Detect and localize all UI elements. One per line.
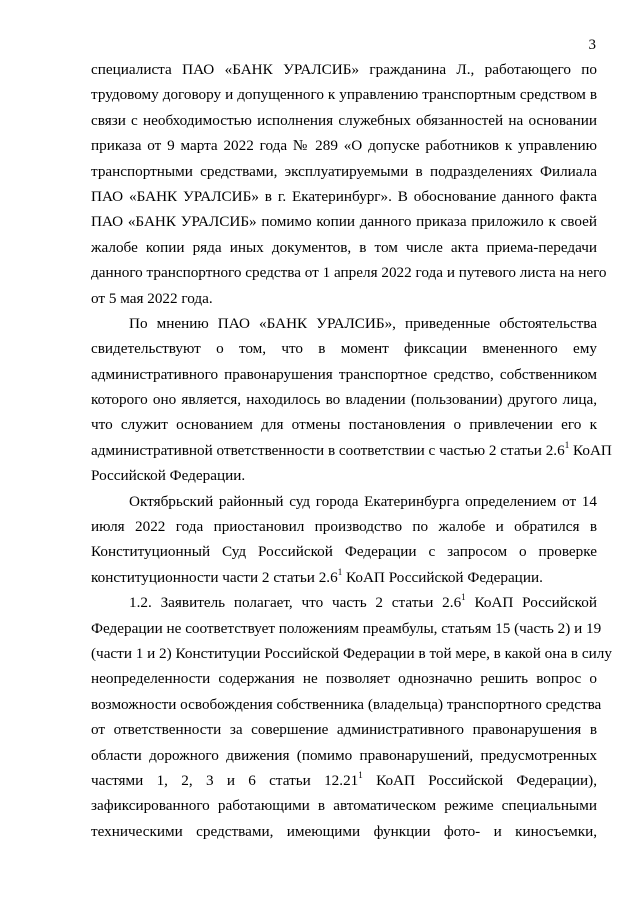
text-segment: КоАП Российской Федерации), <box>362 771 597 789</box>
paragraph-1 <box>91 57 607 311</box>
text-line: от ответственности за совершение административного правонарушения в <box>91 721 597 739</box>
text-line: возможности освобождения собственника (владельца) транспортного средства <box>91 695 602 713</box>
text-line: зафиксированного работающими в автоматическом режиме специальными <box>91 797 597 815</box>
text-segment: конституционности части 2 статьи 2.6 <box>91 568 338 586</box>
text-line: (части 1 и 2) Конституции Российской Федерации в той мере, в какой она в силу <box>91 644 612 662</box>
paragraph-4 <box>91 590 612 844</box>
text-line: транспортными средствами, эксплуатируемыми в подразделениях Филиала <box>91 162 597 180</box>
text-line: связи с необходимостью исполнения служебных обязанностей на основании <box>91 111 597 129</box>
text-line: приказа от 9 марта 2022 года № 289 «О допуске работников к управлению <box>91 137 597 155</box>
text-line: жалобе копии ряда иных документов, в том числе акта приема-передачи <box>91 238 597 256</box>
text-line: Российской Федерации. <box>91 467 246 485</box>
page-number: 3 <box>588 37 596 53</box>
text-line: административного правонарушения транспортное средство, собственником <box>91 365 597 383</box>
text-segment: частями 1, 2, 3 и 6 статьи 12.21 <box>91 771 359 789</box>
text-segment: 1.2. Заявитель полагает, что часть 2 статьи 2.6 <box>129 594 462 612</box>
paragraph-3 <box>91 489 597 591</box>
text-line: техническими средствами, имеющими функции фото- и киносъемки, <box>91 822 597 840</box>
text-line: специалиста ПАО «БАНК УРАЛСИБ» гражданина Л., работающего по <box>91 61 597 78</box>
text-segment: административной ответственности в соответствии с частью 2 статьи 2.6 <box>91 441 565 459</box>
text-segment: КоАП Российской Федерации. <box>342 568 543 586</box>
superscript: 1 <box>358 769 363 780</box>
text-line: данного транспортного средства от 1 апреля 2022 года и путевого листа на него <box>91 264 607 282</box>
text-line <box>91 768 597 793</box>
text-line: июля 2022 года приостановил производство по жалобе и обратился в <box>91 518 597 536</box>
text-line: что служит основанием для отмены постановления о привлечении его к <box>91 416 597 434</box>
text-line: ПАО «БАНК УРАЛСИБ» в г. Екатеринбург». В обоснование данного факта <box>91 187 597 205</box>
text-segment: КоАП Российской <box>465 594 597 612</box>
superscript: 1 <box>564 439 570 450</box>
superscript: 1 <box>337 566 343 577</box>
text-line: неопределенности содержания не позволяет однозначно решить вопрос о <box>91 670 597 688</box>
text-line: ПАО «БАНК УРАЛСИБ» помимо копии данного приказа приложило к своей <box>91 213 597 231</box>
text-line <box>91 565 597 590</box>
text-segment: КоАП <box>569 441 612 459</box>
text-line: трудовому договору и допущенного к управлению транспортным средством в <box>91 86 597 104</box>
text-line <box>91 590 597 615</box>
text-line: Октябрьский районный суд города Екатеринбурга определением от 14 <box>129 492 597 510</box>
superscript: 1 <box>461 592 466 603</box>
text-line: которого оно является, находилось во владении (пользовании) другого лица, <box>91 391 597 409</box>
document-body <box>91 57 612 844</box>
paragraph-2 <box>91 311 612 489</box>
text-line: от 5 мая 2022 года. <box>91 289 213 307</box>
text-line: области дорожного движения (помимо правонарушений, предусмотренных <box>91 746 597 764</box>
text-line: Конституционный Суд Российской Федерации с запросом о проверке <box>91 543 597 561</box>
text-line: Федерации не соответствует положениям преамбулы, статьям 15 (часть 2) и 19 <box>91 619 602 637</box>
text-line: свидетельствуют о том, что в момент фиксации вмененного ему <box>91 340 597 358</box>
text-line: По мнению ПАО «БАНК УРАЛСИБ», приведенные обстоятельства <box>129 314 597 332</box>
text-line <box>91 438 612 463</box>
